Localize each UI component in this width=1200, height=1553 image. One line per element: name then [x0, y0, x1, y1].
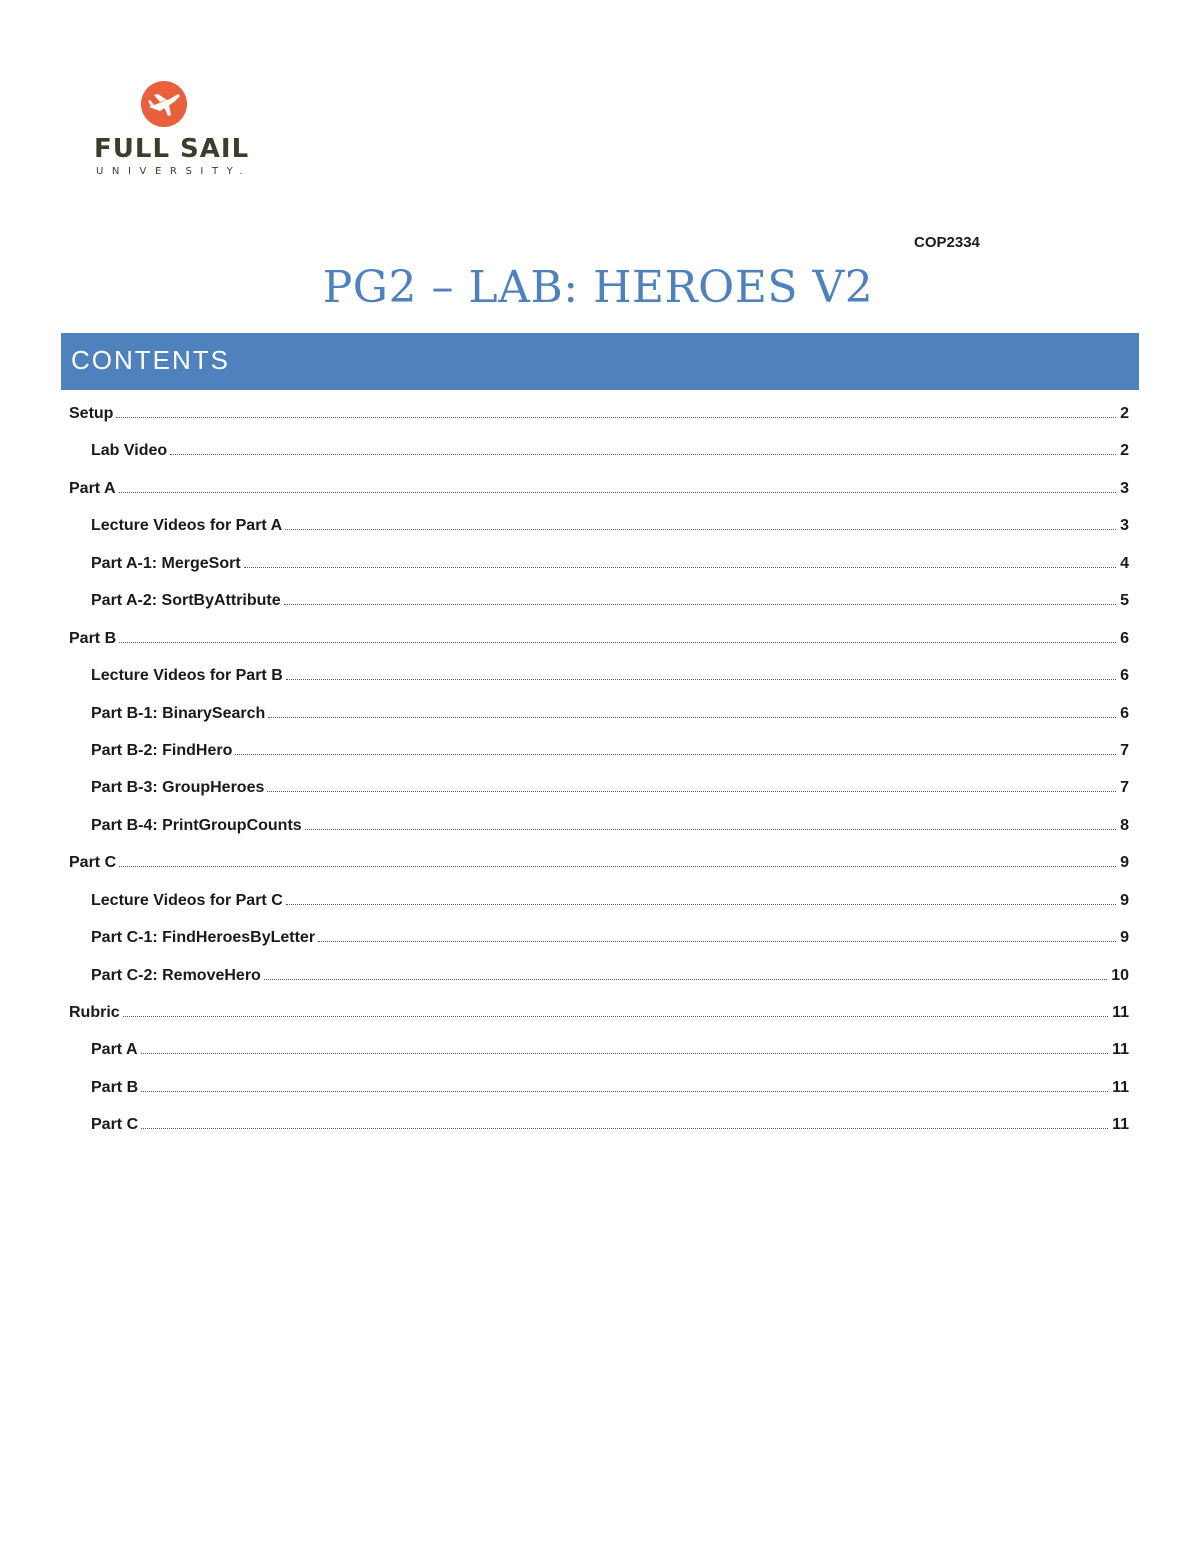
- toc-entry-page: 9: [1120, 929, 1129, 947]
- course-code: COP2334: [914, 234, 980, 251]
- toc-entry-page: 3: [1120, 517, 1129, 535]
- toc-entry[interactable]: [69, 769, 1129, 806]
- toc-entry-page: 11: [1112, 1078, 1129, 1096]
- toc-entry-label: Part B-3: GroupHeroes: [91, 779, 265, 797]
- toc-entry-label: Part C: [91, 1116, 139, 1134]
- toc-entry[interactable]: [69, 620, 1129, 657]
- toc-dot-leader: [119, 642, 1116, 643]
- toc-entry-label: Part C: [69, 854, 117, 872]
- toc-entry[interactable]: [69, 994, 1129, 1031]
- toc-entry-label: Part B: [91, 1078, 139, 1096]
- toc-dot-leader: [141, 1128, 1108, 1129]
- toc-entry-page: 10: [1111, 966, 1129, 984]
- contents-banner: [61, 333, 1139, 390]
- toc-dot-leader: [286, 679, 1116, 680]
- airplane-logo-icon: [140, 80, 188, 128]
- toc-entry[interactable]: [69, 919, 1129, 956]
- toc-entry-label: Part B-1: BinarySearch: [91, 704, 266, 722]
- toc-entry-page: 9: [1120, 891, 1129, 909]
- toc-entry-page: 11: [1112, 1041, 1129, 1059]
- toc-entry[interactable]: [69, 545, 1129, 582]
- toc-entry-page: 11: [1112, 1116, 1129, 1134]
- toc-dot-leader: [284, 604, 1116, 605]
- toc-entry[interactable]: [69, 1069, 1129, 1106]
- toc-entry-label: Part A-1: MergeSort: [91, 554, 241, 572]
- toc-entry-label: Part A-2: SortByAttribute: [91, 592, 281, 610]
- toc-dot-leader: [264, 979, 1107, 980]
- toc-entry[interactable]: [69, 882, 1129, 919]
- toc-entry[interactable]: [69, 1031, 1129, 1068]
- toc-entry-page: 8: [1120, 816, 1129, 834]
- toc-dot-leader: [268, 717, 1116, 718]
- toc-entry[interactable]: [69, 844, 1129, 881]
- toc-entry-page: 4: [1120, 554, 1129, 572]
- toc-dot-leader: [244, 567, 1116, 568]
- toc-dot-leader: [235, 754, 1116, 755]
- document-title: PG2 – LAB: HEROES V2: [322, 262, 874, 313]
- toc-entry-page: 7: [1120, 779, 1129, 797]
- logo-wordmark: FULL SAIL: [94, 134, 250, 164]
- toc-entry-label: Part A: [69, 479, 116, 497]
- toc-entry-page: 2: [1120, 405, 1129, 422]
- toc-entry-page: 5: [1120, 592, 1129, 610]
- toc-entry-page: 6: [1120, 667, 1129, 685]
- toc-dot-leader: [286, 904, 1116, 905]
- toc-entry-label: Setup: [69, 405, 114, 422]
- toc-dot-leader: [318, 941, 1116, 942]
- toc-entry[interactable]: [69, 1106, 1129, 1143]
- toc-entry[interactable]: [69, 395, 1129, 432]
- toc-entry-label: Lecture Videos for Part A: [91, 517, 283, 535]
- toc-entry-page: 7: [1120, 741, 1129, 759]
- toc-dot-leader: [141, 1091, 1108, 1092]
- toc-dot-leader: [267, 791, 1116, 792]
- toc-entry-page: 6: [1120, 704, 1129, 722]
- toc-entry-page: 3: [1120, 479, 1129, 497]
- toc-entry[interactable]: [69, 657, 1129, 694]
- toc-entry[interactable]: [69, 807, 1129, 844]
- toc-entry-label: Part A: [91, 1041, 138, 1059]
- toc-entry[interactable]: [69, 582, 1129, 619]
- toc-entry-label: Part B-2: FindHero: [91, 741, 233, 759]
- toc-dot-leader: [123, 1016, 1108, 1017]
- logo-subline: UNIVERSITY.: [96, 166, 252, 177]
- full-sail-logo: [92, 80, 252, 190]
- toc-dot-leader: [116, 417, 1116, 418]
- toc-dot-leader: [285, 529, 1116, 530]
- toc-entry-page: 11: [1112, 1004, 1129, 1021]
- toc-entry[interactable]: [69, 432, 1129, 469]
- contents-heading: CONTENTS: [71, 345, 230, 375]
- toc-entry[interactable]: [69, 695, 1129, 732]
- toc-entry-page: 9: [1120, 854, 1129, 872]
- toc-entry[interactable]: [69, 470, 1129, 507]
- toc-entry-label: Rubric: [69, 1004, 120, 1021]
- toc-entry-label: Part B-4: PrintGroupCounts: [91, 816, 302, 834]
- table-of-contents: [69, 395, 1129, 1144]
- toc-entry-label: Lab Video: [91, 442, 168, 460]
- toc-entry-page: 6: [1120, 629, 1129, 647]
- toc-entry-label: Lecture Videos for Part C: [91, 891, 283, 909]
- toc-dot-leader: [305, 829, 1116, 830]
- toc-entry[interactable]: [69, 732, 1129, 769]
- toc-dot-leader: [170, 454, 1116, 455]
- toc-entry[interactable]: [69, 507, 1129, 544]
- toc-entry-label: Part C-2: RemoveHero: [91, 966, 261, 984]
- toc-dot-leader: [141, 1053, 1109, 1054]
- toc-entry-page: 2: [1120, 442, 1129, 460]
- toc-entry-label: Part B: [69, 629, 117, 647]
- toc-dot-leader: [119, 492, 1117, 493]
- toc-dot-leader: [119, 866, 1116, 867]
- toc-entry-label: Lecture Videos for Part B: [91, 667, 283, 685]
- toc-entry[interactable]: [69, 957, 1129, 994]
- toc-entry-label: Part C-1: FindHeroesByLetter: [91, 929, 316, 947]
